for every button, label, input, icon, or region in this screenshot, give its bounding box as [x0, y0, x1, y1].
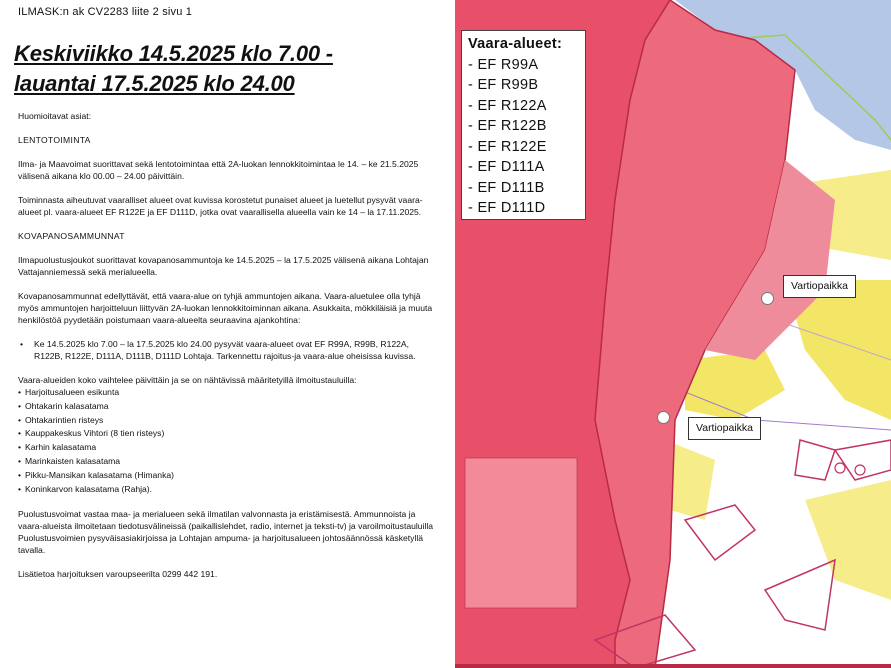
guard-post-label: Vartiopaikka: [783, 275, 856, 298]
danger-areas-legend: [461, 30, 586, 220]
noticeboard-item: • Marinkaisten kalasatama: [18, 455, 438, 469]
document-header: ILMASK:n ak CV2283 liite 2 sivu 1: [18, 6, 193, 18]
noticeboard-item: • Kauppakeskus Vihtori (8 tien risteys): [18, 427, 438, 441]
legend-area-item: - EF R99B: [468, 77, 539, 93]
guard-post-label: Vartiopaikka: [688, 417, 761, 440]
noticeboard-item: • Ohtakarin kalasatama: [18, 400, 438, 414]
title-line-1: Keskiviikko 14.5.2025 klo 7.00 -: [14, 41, 333, 66]
note-heading: Huomioitavat asiat:: [18, 111, 92, 121]
legend-area-item: - EF D111A: [468, 159, 545, 175]
guard-post-marker: [761, 292, 774, 305]
legend-area-item: - EF R122A: [468, 97, 547, 114]
paragraph-firing-ops: Ilmapuolustusjoukot suorittavat kovapanosammuntoja ke 14.5.2025 – la 17.5.2025 välisenä aikana Lohtajan Vattajanniemessä sekä merialueella.: [18, 255, 429, 277]
legend-area-item: - EF D111D: [468, 200, 546, 216]
paragraph-surveillance: Puolustusvoimat vastaa maa- ja merialueen sekä ilmatilan valvonnasta ja eristämisestä. Ammunnoista ja vaara-alueista ilmoitetaan tiedotusvälineissä (paikallislehdet, radio, internet ja teksti-tv) ja varoilmoitustauluilla Puolustusvoimien pysyväisasiakirjoissa ja Lohtajan ampuma- ja harjoitusalueen johtosäännössä käsketyllä tavalla.: [18, 509, 434, 556]
paragraph-noticeboards: Vaara-alueiden koko vaihtelee päivittäin ja se on nähtävissä määritetyillä ilmoitustauluilla:: [18, 375, 357, 385]
schedule-list: [18, 338, 438, 362]
section-heading-flight: LENTOTOIMINTA: [18, 135, 91, 145]
noticeboard-list: [18, 386, 438, 496]
paragraph-evacuation: Kovapanosammunnat edellyttävät, että vaara-alue on tyhjä ammuntojen aikana. Vaara-aluetulee olla tyhjä myös ammuntojen harjoitteluun liittyvän 2A-luokan lennokkitoiminnan aikana. Asukkaita, mökkiläisiä ja muuta henkilöstöä pyydetään poistumaan vaara-alueelta seuraavina ajankohtina:: [18, 291, 433, 325]
noticeboard-item: • Karhin kalasatama: [18, 441, 438, 455]
noticeboard-item: • Harjoitusalueen esikunta: [18, 386, 438, 400]
paragraph-danger-areas: Toiminnasta aiheutuvat vaaralliset alueet ovat kuvissa korostetut punaiset alueet ja luetellut pysyvät vaara-alueet pl. vaara-alueet EF R122E ja EF D111D, jotka ovat vaarallisella alueella vain ke 14 – la 17.11.2025.: [18, 195, 423, 217]
schedule-item: • Ke 14.5.2025 klo 7.00 – la 17.5.2025 klo 24.00 pysyvät vaara-alueet ovat EF R99A, R99B, R122A, R122B, R122E, D111A, D111B, D111D Lohtaja. Tarkennettu rajoitus-ja vaara-alue oheisissa kuvissa.: [18, 338, 438, 362]
document-title: [14, 39, 450, 99]
map-frame: [455, 664, 891, 668]
legend-area-item: - EF R122E: [468, 138, 547, 155]
paragraph-flight-ops: Ilma- ja Maavoimat suorittavat sekä lentotoimintaa että 2A-luokan lennokkitoimintaa le 14. – ke 21.5.2025 välisenä aikana klo 00.00 – 24.00 päivittäin.: [18, 159, 419, 181]
noticeboard-item: • Pikku-Mansikan kalasatama (Himanka): [18, 469, 438, 483]
coordinates-table: [465, 458, 577, 608]
noticeboard-item: • Koninkarvon kalasatama (Rahja).: [18, 483, 438, 497]
section-heading-firing: KOVAPANOSAMMUNNAT: [18, 231, 125, 241]
noticeboard-item: • Ohtakarintien risteys: [18, 414, 438, 428]
document-body: [18, 110, 438, 592]
guard-post-marker: [657, 411, 670, 424]
legend-area-item: - EF R99A: [468, 56, 539, 73]
paragraph-contact: Lisätietoa harjoituksen varoupseerilta 0299 442 191.: [18, 569, 218, 580]
legend-area-item: - EF D111B: [468, 179, 545, 196]
legend-area-item: - EF R122B: [468, 118, 547, 134]
title-line-2: lauantai 17.5.2025 klo 24.00: [14, 71, 295, 96]
legend-title: Vaara-alueet:: [468, 36, 563, 52]
